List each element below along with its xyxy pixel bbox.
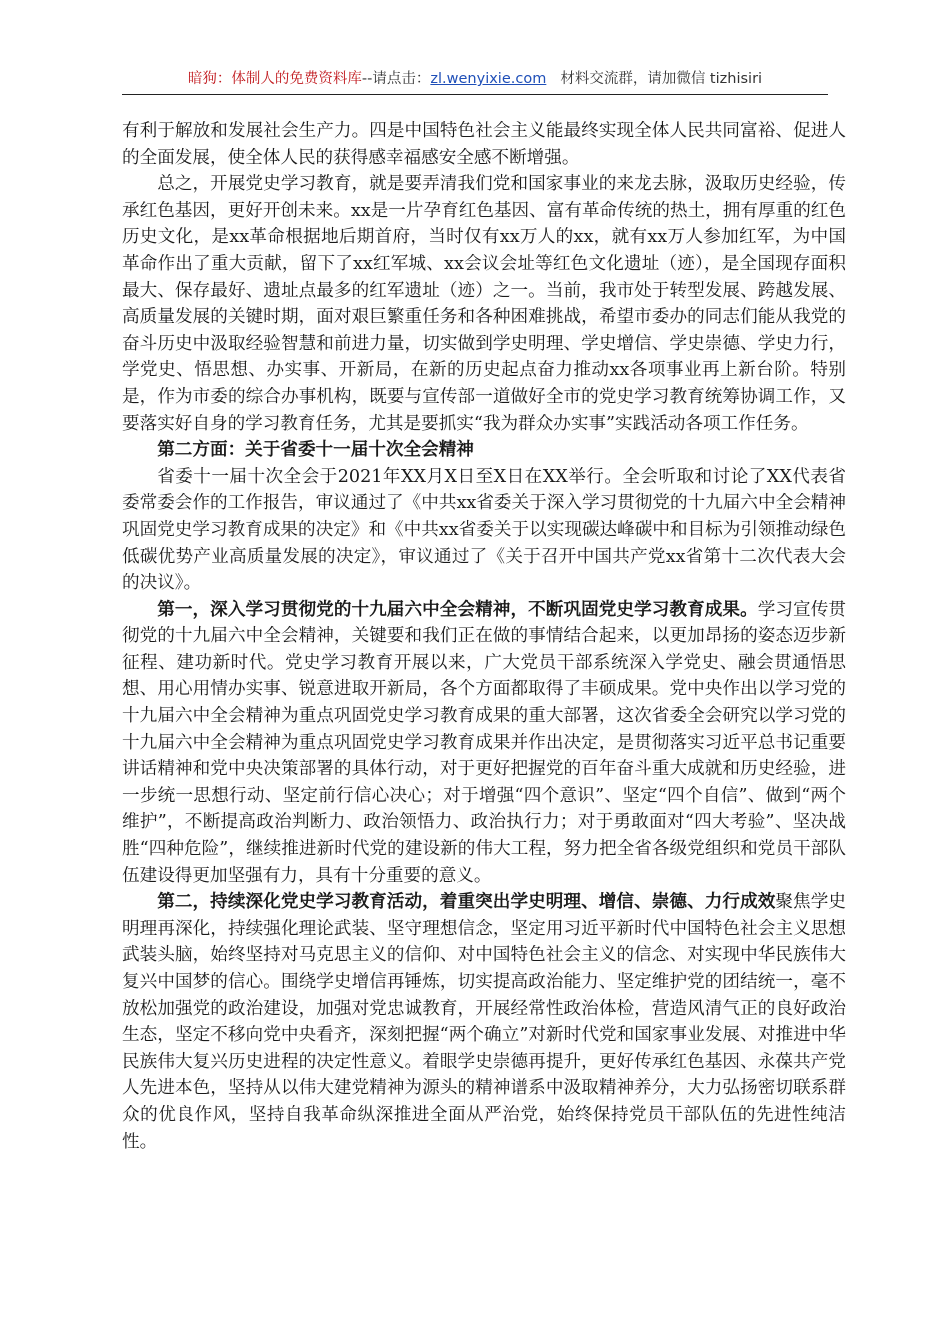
header-prefix: --请点击： <box>361 71 431 87</box>
header-divider <box>122 94 828 95</box>
section-heading-text: 第二方面：关于省委十一届十次全会精神 <box>157 440 474 461</box>
paragraph: 省委十一届十次全会于2021年XX月X日至X日在XX举行。全会听取和讨论了XX代表省委常委会作的工作报告，审议通过了《中共xx省委关于深入学习贯彻党的十九届六中全会精神巩固党史学习教育成果的决定》和《中共xx省委关于以实现碳达峰碳中和目标为引领推动绿色低碳优势产业高质量发展的决定》，审议通过了《关于召开中国共产党xx省第十二次代表大会的决议》。 <box>122 466 846 594</box>
paragraph-text: 学习宣传贯彻党的十九届六中全会精神，关键要和我们正在做的事情结合起来，以更加昂扬的姿态迈步新征程、建功新时代。党史学习教育开展以来，广大党员干部系统深入学党史、融会贯通悟思想、用心用情办实事、锐意进取开新局，各个方面都取得了丰硕成果。党中央作出以学习党的十九届六中全会精神为重点巩固党史学习教育成果的重大部署，这次省委全会研究以学习党的十九届六中全会精神为重点巩固党史学习教育成果并作出决定，是贯彻落实习近平总书记重要讲话精神和党中央决策部署的具体行动，对于更好把握党的百年奋斗重大成就和历史经验，进一步统一思想行动、坚定前行信心决心；对于增强“四个意识”、坚定“四个自信”、做到“两个维护”，不断提高政治判断力、政治领悟力、政治执行力；对于勇敢面对“四大考验”、坚决战胜“四种危险”，继续推进新时代党的建设新的伟大工程，努力把全省各级党组织和党员干部队伍建设得更加坚强有力，具有十分重要的意义。 <box>122 599 846 886</box>
header-brand: 暗狗：体制人的免费资料库 <box>187 71 362 87</box>
section-heading <box>122 437 846 464</box>
paragraph-lead: 第二，持续深化党史学习教育活动，着重突出学史明理、增信、崇德、力行成效 <box>157 892 776 913</box>
paragraph <box>122 597 846 890</box>
header-contact: 材料交流群，请加微信 tizhisiri <box>560 71 763 87</box>
page-header <box>122 68 828 90</box>
paragraph <box>122 889 846 1155</box>
header-link[interactable]: zl.wenyixie.com <box>430 71 547 87</box>
paragraph-lead: 第一，深入学习贯彻党的十九届六中全会精神，不断巩固党史学习教育成果。 <box>157 599 758 620</box>
paragraph: 有利于解放和发展社会生产力。四是中国特色社会主义能最终实现全体人民共同富裕、促进人的全面发展，使全体人民的获得感幸福感安全感不断增强。 <box>122 121 846 168</box>
paragraph: 总之，开展党史学习教育，就是要弄清我们党和国家事业的来龙去脉，汲取历史经验，传承红色基因，更好开创未来。xx是一片孕育红色基因、富有革命传统的热土，拥有厚重的红色历史文化，是xx革命根据地后期首府，当时仅有xx万人的xx，就有xx万人参加红军，为中国革命作出了重大贡献，留下了xx红军城、xx会议会址等红色文化遗址（迹），是全国现存面积最大、保存最好、遗址点最多的红军遗址（迹）之一。当前，我市处于转型发展、跨越发展、高质量发展的关键时期，面对艰巨繁重任务和各种困难挑战，希望市委办的同志们能从我党的奋斗历史中汲取经验智慧和前进力量，切实做到学史明理、学史增信、学史崇德、学史力行，学党史、悟思想、办实事、开新局，在新的历史起点奋力推动xx各项事业再上新台阶。特别是，作为市委的综合办事机构，既要与宣传部一道做好全市的党史学习教育统筹协调工作，又要落实好自身的学习教育任务，尤其是要抓实“我为群众办实事”实践活动各项工作任务。 <box>122 174 846 434</box>
document-body <box>122 118 846 1155</box>
paragraph-text: 聚焦学史明理再深化，持续强化理论武装、坚守理想信念，坚定用习近平新时代中国特色社会主义思想武装头脑，始终坚持对马克思主义的信仰、对中国特色社会主义的信念、对实现中华民族伟大复兴中国梦的信心。围绕学史增信再锤炼，切实提高政治能力、坚定维护党的团结统一，毫不放松加强党的政治建设，加强对党忠诚教育，开展经常性政治体检，营造风清气正的良好政治生态，坚定不移向党中央看齐，深刻把握“两个确立”对新时代党和国家事业发展、对推进中华民族伟大复兴历史进程的决定性意义。着眼学史崇德再提升，更好传承红色基因、永葆共产党人先进本色，坚持从以伟大建党精神为源头的精神谱系中汲取精神养分，大力弘扬密切联系群众的优良作风，坚持自我革命纵深推进全面从严治党，始终保持党员干部队伍的先进性纯洁性。 <box>122 892 846 1152</box>
